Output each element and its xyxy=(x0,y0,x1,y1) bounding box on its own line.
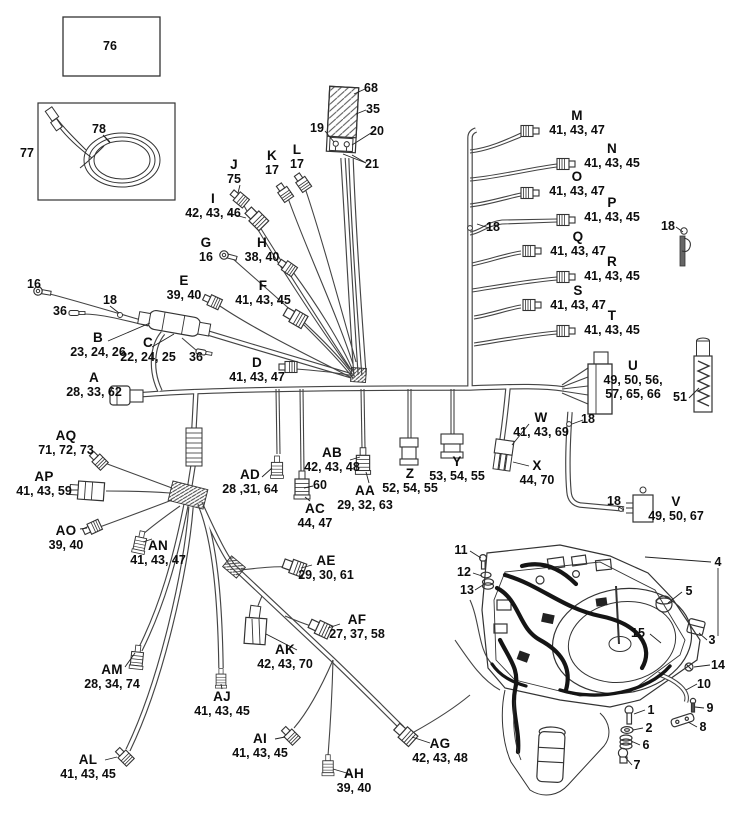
callout-letter: AG xyxy=(429,736,451,751)
connector-AH xyxy=(322,755,334,776)
hardware-11-12-13 xyxy=(480,555,494,590)
callout-letter: AD xyxy=(239,467,261,482)
callout-parts: 41, 43, 45 xyxy=(194,703,250,718)
connector-AE xyxy=(281,557,306,578)
cable-coil-box-77 xyxy=(38,103,175,200)
callout-parts: 76 xyxy=(103,39,117,53)
callout-letter: S xyxy=(573,283,583,298)
callout-parts: 18 xyxy=(103,293,117,307)
hardware-9-8 xyxy=(670,698,695,727)
callout-letter: L xyxy=(292,142,302,157)
callout-letter: Z xyxy=(405,466,415,481)
callout-parts: 41, 43, 45 xyxy=(584,155,640,170)
part-box-76 xyxy=(63,17,160,76)
callout-letter: X xyxy=(532,458,542,473)
callout-parts: 29, 32, 63 xyxy=(337,497,393,512)
callout-parts: 42, 43, 70 xyxy=(257,656,313,671)
callout-letter: AA xyxy=(354,483,376,498)
callout-parts: 18 xyxy=(581,412,595,426)
connector-AQ xyxy=(88,450,109,471)
connector-AD xyxy=(271,456,284,478)
callout-parts: 39, 40 xyxy=(166,287,202,302)
callout-parts: 51 xyxy=(673,390,687,404)
clip-18c xyxy=(680,228,690,266)
callout-parts: 44, 47 xyxy=(297,515,333,530)
callout-letter: E xyxy=(179,273,189,288)
connector-Z xyxy=(400,438,418,465)
connector-AP xyxy=(69,480,104,500)
callout-parts: 20 xyxy=(370,124,384,138)
callout-parts: 23, 24, 26 xyxy=(70,344,126,359)
callout-letter: Q xyxy=(572,229,584,244)
connector-W-X xyxy=(492,439,514,471)
callout-letter: F xyxy=(258,278,268,293)
callout-parts: 21 xyxy=(365,157,379,171)
callout-parts: 5 xyxy=(685,584,693,598)
terminal-16 xyxy=(33,286,51,297)
callout-letter: P xyxy=(607,195,617,210)
callout-parts: 27, 37, 58 xyxy=(329,626,385,641)
callout-parts: 19 xyxy=(310,121,324,135)
callout-letter: K xyxy=(266,148,278,163)
callout-parts: 39, 40 xyxy=(336,780,372,795)
callout-parts: 18 xyxy=(661,219,675,233)
callout-parts: 28, 33, 62 xyxy=(66,384,122,399)
callout-letter: C xyxy=(142,335,154,350)
callout-parts: 41, 43, 47 xyxy=(130,552,186,567)
connector-AC xyxy=(294,471,310,499)
callout-parts: 3 xyxy=(708,633,716,647)
callout-letter: AM xyxy=(101,662,123,677)
callout-letter: W xyxy=(534,410,548,425)
callout-parts: 71, 72, 73 xyxy=(38,442,94,457)
callout-letter: M xyxy=(571,108,583,123)
connector-P xyxy=(557,215,575,226)
callout-parts: 16 xyxy=(199,249,213,264)
callout-parts: 10 xyxy=(697,677,711,691)
callout-letter: H xyxy=(256,235,268,250)
callout-letter: G xyxy=(200,235,212,250)
callout-letter: Y xyxy=(452,454,462,469)
callout-parts: 68 xyxy=(364,81,378,95)
callout-parts: 49, 50, 56, xyxy=(603,372,663,387)
connectors xyxy=(33,122,712,776)
callout-parts: 35 xyxy=(366,102,380,116)
callout-parts: 41, 43, 47 xyxy=(229,369,285,384)
callout-parts: 38, 40 xyxy=(244,249,280,264)
callout-letter: AC xyxy=(304,501,326,516)
callout-parts: 18 xyxy=(486,220,500,234)
callout-parts: 14 xyxy=(711,658,725,672)
callout-parts: 41, 43, 45 xyxy=(60,766,116,781)
callout-parts: 77 xyxy=(20,146,34,160)
leader-lines xyxy=(70,135,718,774)
callout-letter: R xyxy=(606,254,618,269)
clip-18b xyxy=(468,226,473,231)
connector-U xyxy=(588,352,612,414)
callout-parts: 42, 43, 48 xyxy=(304,459,360,474)
connector-M xyxy=(521,126,539,137)
engine-assembly xyxy=(480,545,706,795)
callout-parts: 13 xyxy=(460,583,474,597)
connector-K xyxy=(274,181,293,202)
callout-parts: 17 xyxy=(290,156,304,171)
callout-letter: I xyxy=(210,191,216,206)
callout-letter: AN xyxy=(147,538,169,553)
callout-parts: 36 xyxy=(53,304,67,318)
callout-parts: 7 xyxy=(633,758,641,772)
lamp-tube-51 xyxy=(694,338,712,412)
callout-parts: 41, 43, 47 xyxy=(549,122,605,137)
callout-parts: 41, 43, 45 xyxy=(232,745,288,760)
callout-parts: 41, 43, 47 xyxy=(550,243,606,258)
callout-letter: AE xyxy=(316,553,336,568)
callout-parts: 53, 54, 55 xyxy=(429,468,485,483)
connector-N xyxy=(557,159,575,170)
callout-parts: 42, 43, 48 xyxy=(412,750,468,765)
callout-letter: T xyxy=(607,308,617,323)
callout-parts: 8 xyxy=(699,720,707,734)
callout-letter: AK xyxy=(274,642,296,657)
connector-T xyxy=(557,326,575,337)
callout-parts: 2 xyxy=(645,721,653,735)
callout-letter: AH xyxy=(343,766,365,781)
callout-parts: 41, 43, 47 xyxy=(549,183,605,198)
callout-parts: 75 xyxy=(227,171,241,186)
callout-parts: 22, 24, 25 xyxy=(120,349,176,364)
callout-letter: O xyxy=(571,169,583,184)
callout-parts: 6 xyxy=(642,738,650,752)
callout-parts: 36 xyxy=(189,350,203,364)
callout-letter: U xyxy=(627,358,639,373)
connector-O xyxy=(521,188,539,199)
callout-parts: 15 xyxy=(631,626,645,640)
callout-parts: 28 ,31, 64 xyxy=(222,481,278,496)
callout-parts: 28, 34, 74 xyxy=(84,676,140,691)
callout-letter: AJ xyxy=(213,689,231,704)
callout-letter: J xyxy=(230,157,238,172)
connector-L xyxy=(292,171,311,192)
connector-S xyxy=(523,300,541,311)
callout-parts: 42, 43, 46 xyxy=(185,205,241,220)
callout-letter: AQ xyxy=(55,428,77,443)
connector-AN xyxy=(132,530,149,555)
callout-letter: AF xyxy=(347,612,367,627)
connector-R xyxy=(557,272,575,283)
connector-A xyxy=(110,386,143,405)
clip-18d xyxy=(567,422,572,427)
callout-parts: 44, 70 xyxy=(519,472,555,487)
connector-AK xyxy=(244,605,267,644)
callout-parts: 41, 43, 69 xyxy=(513,424,569,439)
connector-AB-AA xyxy=(355,448,370,475)
callout-parts: 39, 40 xyxy=(48,537,84,552)
callout-parts: 16 xyxy=(27,277,41,291)
callout-letter: A xyxy=(88,370,100,385)
clip-18a xyxy=(118,313,123,318)
callout-letter: AL xyxy=(78,752,98,767)
callout-letter: AO xyxy=(55,523,77,538)
callout-letter: D xyxy=(251,355,263,370)
callout-parts: 78 xyxy=(92,122,106,136)
connector-AI xyxy=(280,725,301,746)
callout-parts2: 57, 65, 66 xyxy=(605,386,661,401)
callout-letter: AB xyxy=(321,445,343,460)
callout-parts: 4 xyxy=(714,555,722,569)
terminal-36a xyxy=(69,311,85,316)
hardware-1-2-6-7 xyxy=(618,706,633,763)
callout-parts: 41, 43, 45 xyxy=(235,292,291,307)
terminal-36b xyxy=(196,349,213,357)
connector-V xyxy=(626,487,653,522)
callout-parts: 29, 30, 61 xyxy=(298,567,354,582)
connector-D xyxy=(279,362,297,373)
callout-parts: 41, 43, 45 xyxy=(584,322,640,337)
callout-parts: 17 xyxy=(265,162,279,177)
callout-letter: AP xyxy=(34,469,54,484)
callout-parts: 41, 43, 45 xyxy=(584,268,640,283)
callout-parts: 12 xyxy=(457,565,471,579)
callout-parts: 60 xyxy=(313,478,327,492)
connector-J xyxy=(229,188,250,208)
callout-parts: 52, 54, 55 xyxy=(382,480,438,495)
callout-parts: 41, 43, 59 xyxy=(16,483,72,498)
callout-parts: 41, 43, 47 xyxy=(550,297,606,312)
callout-parts: 1 xyxy=(647,703,655,717)
callout-parts: 41, 43, 45 xyxy=(584,209,640,224)
callout-parts: 11 xyxy=(454,543,468,557)
callout-letter: V xyxy=(671,494,681,509)
connector-E xyxy=(202,292,223,310)
callout-letter: N xyxy=(606,141,618,156)
connector-Y xyxy=(441,434,463,458)
callout-parts: 9 xyxy=(706,701,714,715)
connector-I xyxy=(243,205,268,230)
callout-letter: B xyxy=(92,330,104,345)
coil-pack-68 xyxy=(326,86,358,152)
callout-letter: AI xyxy=(252,731,268,746)
callout-parts: 49, 50, 67 xyxy=(648,508,704,523)
callout-parts: 18 xyxy=(607,494,621,508)
connector-Q xyxy=(523,246,541,257)
